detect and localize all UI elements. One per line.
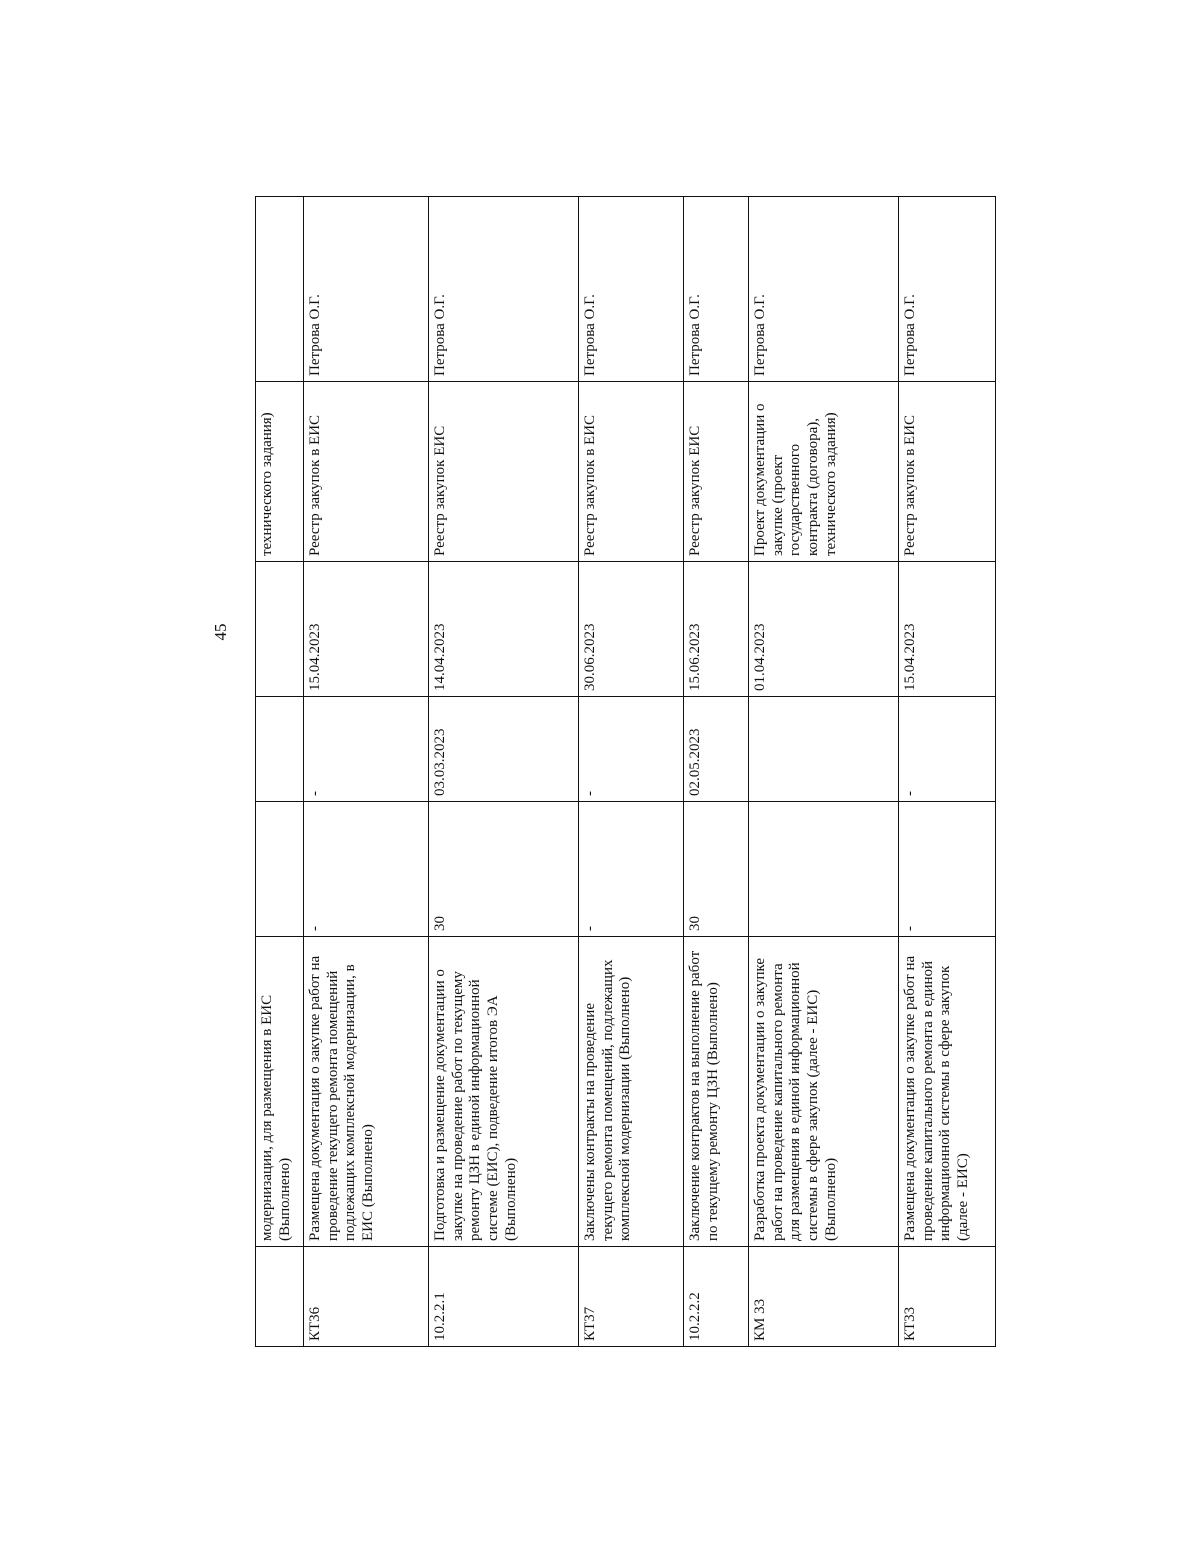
cell-document: Реестр закупок в ЕИС bbox=[579, 382, 684, 562]
cell-days: - bbox=[304, 802, 429, 937]
cell-name: Размещена документация о закупке работ на проведение капитального ремонта в единой информационной системы в сфере закупок (далее - ЕИС) bbox=[899, 937, 996, 1247]
cell-name: Размещена документация о закупке работ на проведение текущего ремонта помещений подлежащих комплексной модернизации, в ЕИС (Выполнено) bbox=[304, 937, 429, 1247]
cell-start: 02.05.2023 bbox=[684, 697, 749, 802]
cell-name: Заключение контрактов на выполнение работ по текущему ремонту ЦЗН (Выполнено) bbox=[684, 937, 749, 1247]
table-row bbox=[684, 197, 749, 1347]
cell-start bbox=[256, 697, 304, 802]
cell-code bbox=[256, 1247, 304, 1347]
cell-start bbox=[749, 697, 899, 802]
cell-responsible: Петрова О.Г. bbox=[899, 197, 996, 382]
cell-document: Реестр закупок ЕИС bbox=[429, 382, 579, 562]
table-row bbox=[749, 197, 899, 1347]
cell-end: 30.06.2023 bbox=[579, 562, 684, 697]
cell-code: 10.2.2.2 bbox=[684, 1247, 749, 1347]
cell-end bbox=[256, 562, 304, 697]
cell-days: 30 bbox=[684, 802, 749, 937]
cell-document: Проект документации о закупке (проект государственного контракта (договора), технического задания) bbox=[749, 382, 899, 562]
cell-days: - bbox=[579, 802, 684, 937]
cell-responsible bbox=[256, 197, 304, 382]
cell-days bbox=[749, 802, 899, 937]
cell-start: - bbox=[304, 697, 429, 802]
cell-start: - bbox=[899, 697, 996, 802]
cell-code: КТ36 bbox=[304, 1247, 429, 1347]
table-row bbox=[304, 197, 429, 1347]
cell-responsible: Петрова О.Г. bbox=[304, 197, 429, 382]
cell-responsible: Петрова О.Г. bbox=[684, 197, 749, 382]
cell-responsible: Петрова О.Г. bbox=[429, 197, 579, 382]
cell-name: модернизации, для размещения в ЕИС (Выполнено) bbox=[256, 937, 304, 1247]
cell-code: КМ 33 bbox=[749, 1247, 899, 1347]
cell-end: 14.04.2023 bbox=[429, 562, 579, 697]
table-row bbox=[429, 197, 579, 1347]
cell-end: 15.04.2023 bbox=[304, 562, 429, 697]
cell-responsible: Петрова О.Г. bbox=[749, 197, 899, 382]
table-row bbox=[899, 197, 996, 1347]
cell-code: КТ37 bbox=[579, 1247, 684, 1347]
schedule-table-rotated bbox=[255, 197, 995, 1347]
cell-end: 15.06.2023 bbox=[684, 562, 749, 697]
page-number: 45 bbox=[211, 623, 230, 641]
cell-end: 01.04.2023 bbox=[749, 562, 899, 697]
cell-document: Реестр закупок ЕИС bbox=[684, 382, 749, 562]
cell-name: Подготовка и размещение документации о закупке на проведение работ по текущему ремонту ЦЗН в единой информационной системе (ЕИС), подведение итогов ЭА (Выполнено) bbox=[429, 937, 579, 1247]
cell-document: Реестр закупок в ЕИС bbox=[899, 382, 996, 562]
cell-name: Разработка проекта документации о закупке работ на проведение капитального ремонта для размещения в единой информационной системы в сфере закупок (далее - ЕИС) (Выполнено) bbox=[749, 937, 899, 1247]
cell-code: КТ33 bbox=[899, 1247, 996, 1347]
cell-end: 15.04.2023 bbox=[899, 562, 996, 697]
cell-responsible: Петрова О.Г. bbox=[579, 197, 684, 382]
cell-days: 30 bbox=[429, 802, 579, 937]
cell-name: Заключены контракты на проведение текущего ремонта помещений, подлежащих комплексной модернизации (Выполнено) bbox=[579, 937, 684, 1247]
schedule-table bbox=[255, 196, 996, 1347]
table-row bbox=[579, 197, 684, 1347]
cell-days: - bbox=[899, 802, 996, 937]
cell-document: технического задания) bbox=[256, 382, 304, 562]
cell-start: 03.03.2023 bbox=[429, 697, 579, 802]
table-row-continuation bbox=[256, 197, 304, 1347]
cell-document: Реестр закупок в ЕИС bbox=[304, 382, 429, 562]
cell-code: 10.2.2.1 bbox=[429, 1247, 579, 1347]
cell-days bbox=[256, 802, 304, 937]
cell-start: - bbox=[579, 697, 684, 802]
